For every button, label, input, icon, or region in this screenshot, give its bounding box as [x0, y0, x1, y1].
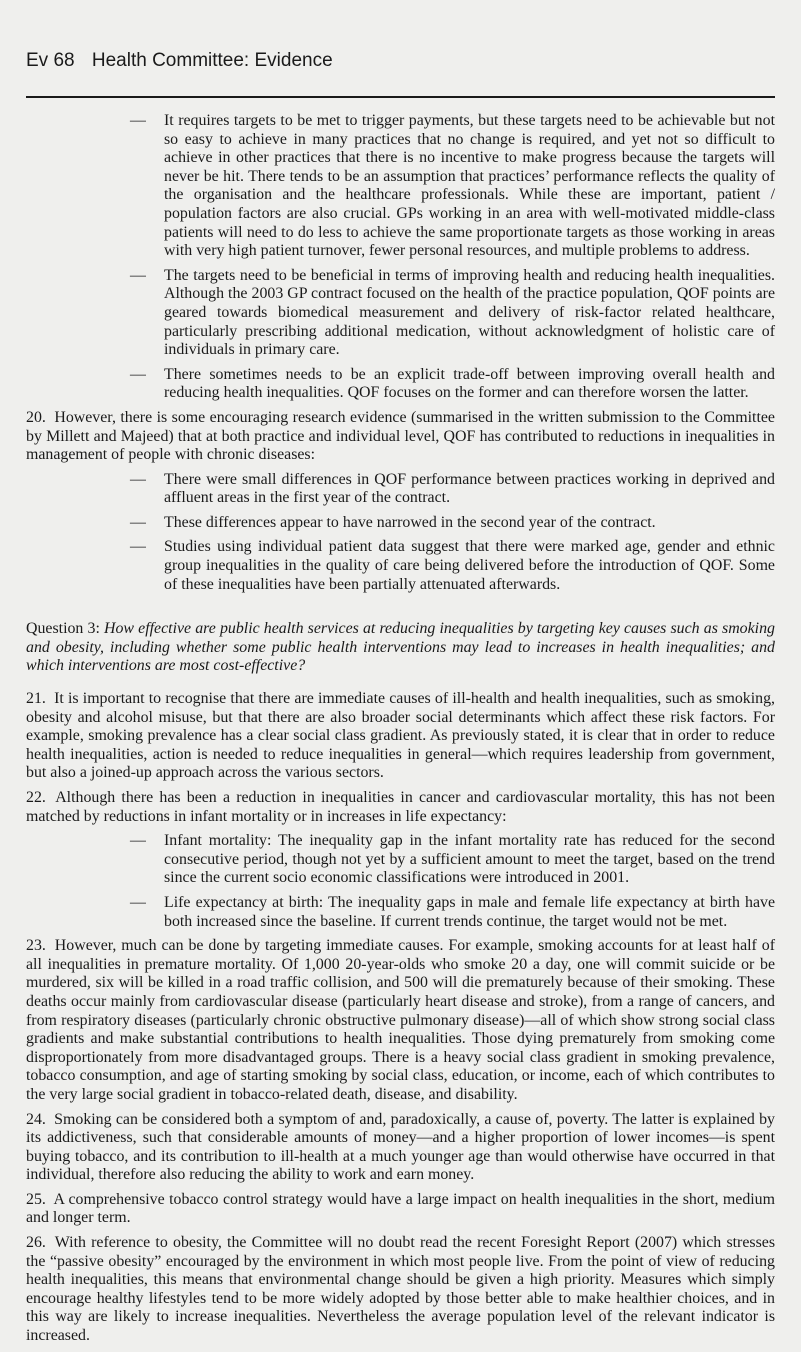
paragraph-23: [26, 937, 775, 1104]
bullet-item: [26, 112, 775, 261]
bullet-dash: —: [130, 832, 146, 850]
paragraph-text: However, much can be done by targeting immediate causes. For example, smoking accounts for at least half of all inequalities in premature mortality. Of 1,000 20-year-olds who smoke 20 a day, one will commit suicide or be murdered, six will be killed in a road traffic collision, and 500 will die prematurely because of their smoking. These deaths occur mainly from cardiovascular disease (particularly heart disease and stroke), from a range of cancers, and from respiratory diseases (particularly chronic obstructive pulmonary disease)—all of which show strong social class gradients and make substantial contributions to health inequalities. Those dying prematurely from smoking come disproportionately from more disadvantaged groups. There is a heavy social class gradient in smoking prevalence, tobacco consumption, and age of starting smoking by social class, education, or income, each of which contributes to the very large social gradient in tobacco-related death, disease, and disability.: [26, 937, 775, 1103]
header-rule: [26, 96, 775, 98]
bullet-text: The targets need to be beneficial in terms of improving health and reducing health inequalities. Although the 2003 GP contract focused on the health of the practice population, QOF points are geared towards biomedical measurement and delivery of risk-factor related healthcare, particularly prescribing additional medication, without acknowledgment of holistic care of individuals in primary care.: [164, 266, 775, 359]
paragraph-number: 22.: [26, 789, 46, 806]
bullet-dash: —: [130, 893, 146, 911]
bullet-text: Infant mortality: The inequality gap in the infant mortality rate has reduced for the second consecutive period, though not yet by a sufficient amount to meet the target, based on the trend since the current socio economic classifications were introduced in 2001.: [164, 832, 775, 887]
paragraph-text: With reference to obesity, the Committee will no doubt read the recent Foresight Report (2007) which stresses the “passive obesity” encouraged by the environment in which most people live. From the point of view of reducing health inequalities, this means that environmental change should be given a high priority. Measures which simply encourage healthy lifestyles tend to be more widely adopted by those better able to make healthier choices, and in this way are likely to increase inequalities. Nevertheless the average population level of the relevant indicator is increased.: [26, 1234, 775, 1345]
paragraph-number: 20.: [26, 408, 46, 426]
bullet-item: [26, 471, 775, 508]
bullet-item: [26, 267, 775, 360]
bullet-dash: —: [130, 112, 146, 129]
bullet-text: Life expectancy at birth: The inequality gaps in male and female life expectancy at birth have both increased since the baseline. If current trends continue, the target would not be met.: [164, 893, 775, 930]
bullet-dash: —: [130, 538, 146, 556]
bullet-item: [26, 832, 775, 888]
bullet-item: [26, 538, 775, 594]
bullet-dash: —: [130, 266, 146, 284]
paragraph-25: [26, 1191, 775, 1228]
paragraph-21: [26, 690, 775, 783]
bullet-text: It requires targets to be met to trigger payments, but these targets need to be achievable but not so easy to achieve in many practices that no change is required, and yet not so difficult to achieve in other practices that there is no incentive to make progress because the targets will never be hit. There tends to be an assumption that practices’ performance reflects the quality of the organisation and the healthcare professionals. While these are important, patient / population factors are also crucial. GPs working in an area with well-motivated middle-class patients will need to do less to achieve the same proportionate targets as those working in areas with very high patient turnover, fewer personal resources, and multiple problems to address.: [164, 112, 775, 260]
bullet-text: These differences appear to have narrowed in the second year of the contract.: [164, 513, 656, 531]
question-text: How effective are public health services at reducing inequalities by targeting key causes such as smoking and obesity, including whether some public health interventions may lead to increases in health inequalities; and which interventions are most cost-effective?: [26, 620, 775, 675]
paragraph-text: Although there has been a reduction in inequalities in cancer and cardiovascular mortality, this has not been matched by reductions in infant mortality or in increases in life expectancy:: [26, 789, 775, 825]
bullet-item: [26, 894, 775, 931]
bullet-text: Studies using individual patient data suggest that there were marked age, gender and ethnic group inequalities in the quality of care being delivered before the introduction of QOF. Some of these inequalities have been partially attenuated afterwards.: [164, 538, 775, 593]
paragraph-text: A comprehensive tobacco control strategy would have a large impact on health inequalities in the short, medium and longer term.: [26, 1190, 775, 1227]
running-header: [26, 50, 333, 72]
bullet-dash: —: [130, 513, 146, 531]
paragraph-20: [26, 409, 775, 465]
paragraph-26: [26, 1234, 775, 1346]
bullet-text: There sometimes needs to be an explicit trade-off between improving overall health and reducing health inequalities. QOF focuses on the former and can therefore worsen the latter.: [164, 365, 775, 402]
bullet-text: There were small differences in QOF performance between practices working in deprived and affluent areas in the first year of the contract.: [164, 470, 775, 507]
bullet-item: [26, 514, 775, 533]
header-title: Health Committee: Evidence: [91, 50, 333, 71]
paragraph-text: Smoking can be considered both a symptom of and, paradoxically, a cause of, poverty. The latter is explained by its addictiveness, such that considerable amounts of money—and a higher proportion of lower incomes—is spent buying tobacco, and its contribution to ill-health at a much younger age than would otherwise have occurred in that individual, therefore also reducing the ability to work and earn money.: [26, 1110, 775, 1184]
bullet-dash: —: [130, 470, 146, 488]
question-label: Question 3:: [26, 620, 100, 638]
paragraph-number: 24.: [26, 1110, 46, 1128]
paragraph-24: [26, 1111, 775, 1185]
paragraph-number: 25.: [26, 1190, 46, 1208]
paragraph-text: It is important to recognise that there are immediate causes of ill-health and health inequalities, such as smoking, obesity and alcohol misuse, but that there are also broader social determinants which affect these risk factors. For example, smoking prevalence has a clear social class gradient. As previously stated, it is clear that in order to reduce health inequalities, action is needed to reduce inequalities in general—which requires leadership from government, but also a joined-up approach across the various sectors.: [26, 690, 775, 782]
page-number: Ev 68: [26, 50, 75, 71]
paragraph-text: However, there is some encouraging research evidence (summarised in the written submission to the Committee by Millett and Majeed) that at both practice and individual level, QOF has contributed to reductions in inequalities in management of people with chronic diseases:: [26, 408, 775, 464]
bullet-item: [26, 366, 775, 403]
question-heading: [26, 620, 775, 676]
paragraph-number: 23.: [26, 937, 46, 955]
document-body: [26, 112, 775, 1352]
paragraph-number: 21.: [26, 690, 46, 708]
paragraph-number: 26.: [26, 1234, 46, 1252]
bullet-dash: —: [130, 365, 146, 383]
paragraph-22: [26, 789, 775, 826]
